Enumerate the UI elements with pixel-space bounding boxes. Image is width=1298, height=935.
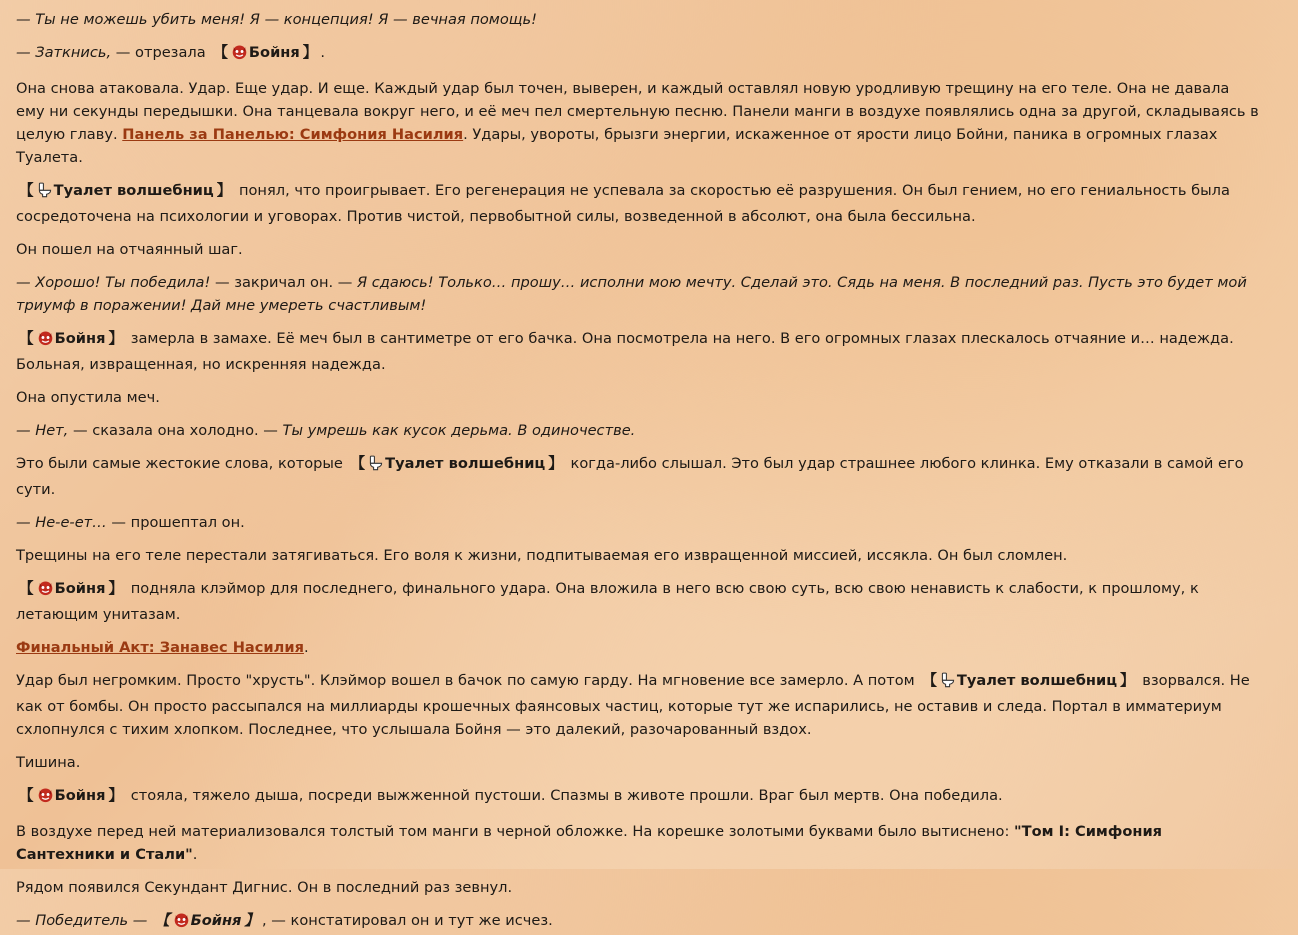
narration-text: когда-либо слышал. Это был удар страшнее любого клинка. Ему отказали в самой его сути. [16, 455, 1244, 498]
demon-face-icon [37, 579, 54, 603]
paragraph-4 [16, 179, 1262, 228]
narration-text: Это были самые жестокие слова, которые [16, 455, 348, 472]
character-name: Бойня [54, 330, 106, 347]
paragraph-16 [16, 751, 1262, 774]
dialogue-text: — Нет, [16, 422, 69, 439]
narration-text: . Удары, увороты, брызги энергии, искаженное от ярости лицо Бойни, паника в огромных глазах Туалета. [16, 126, 1218, 166]
dialogue-text: — Заткнись, [16, 44, 112, 61]
narration-text: взорвался. Не как от бомбы. Он просто рассыпался на миллиарды крошечных фаянсовых частиц, которые тут же испарились, не оставив и следа. Портал в имматериум схлопнулся с тихим хлопком. Последнее, что услышала Бойня — это далекий, разочарованный вздох. [16, 672, 1250, 738]
character-name: Бойня [54, 787, 106, 804]
toilet-icon [37, 181, 53, 205]
paragraph-11 [16, 511, 1262, 534]
demon-face-icon [37, 786, 54, 810]
toilet-icon [940, 671, 956, 695]
paragraph-6 [16, 271, 1262, 317]
character-name: Туалет волшебниц [53, 182, 214, 199]
narration-text: Тишина. [16, 754, 81, 771]
chapter-link-final-act[interactable]: Финальный Акт: Занавес Насилия [16, 639, 304, 656]
paragraph-7 [16, 327, 1262, 376]
character-name: Туалет волшебниц [956, 672, 1118, 689]
paragraph-10 [16, 452, 1262, 501]
paragraph-13 [16, 577, 1262, 626]
paragraph-2: — Заткнись, — отрезала 【 Бойня 】 . [16, 41, 1262, 67]
demon-face-icon [37, 329, 54, 353]
narration-text: В воздухе перед ней материализовался толстый том манги в черной обложке. На корешке золотыми буквами было вытиснено: [16, 823, 1015, 840]
narration-text: Он пошел на отчаянный шаг. [16, 241, 243, 258]
narration-text: замерла в замахе. Её меч был в сантиметре от его бачка. Она посмотрела на него. В его огромных глазах плескалось отчаяние и… надежда. Больная, извращенная, но искренняя надежда. [16, 330, 1234, 373]
narration-text: Удар был негромким. Просто "хрусть". Клэймор вошел в бачок по самую гарду. На мгновение все замерло. А потом [16, 672, 920, 689]
character-name: Бойня [54, 580, 106, 597]
narration-text: — закричал он. — [210, 274, 357, 291]
paragraph-20 [16, 909, 1262, 935]
paragraph-1 [16, 8, 1262, 31]
character-tag-boynya: 【 Бойня 】 [152, 912, 262, 929]
narration-text: , — констатировал он и тут же исчез. [262, 912, 553, 929]
narration-text: Рядом появился Секундант Дигнис. Он в последний раз зевнул. [16, 879, 513, 896]
paragraph-19 [16, 876, 1262, 899]
narration-text: понял, что проигрывает. Его регенерация не успевала за скоростью её разрушения. Он был гением, но его гениальность была сосредоточена на психологии и уговорах. Против чистой, первобытной силы, возведенной в абсолют, она была бессильна. [16, 182, 1230, 225]
narration-text: — отрезала [111, 44, 211, 61]
paragraph-5 [16, 238, 1262, 261]
dialogue-text: — Хорошо! Ты победила! [16, 274, 211, 291]
dialogue-text: — Ты не можешь убить меня! Я — концепция! Я — вечная помощь! [16, 11, 537, 28]
paragraph-8 [16, 386, 1262, 409]
toilet-icon [368, 454, 384, 478]
dialogue-text: — Победитель — [16, 912, 152, 929]
narration-text: Она снова атаковала. Удар. Еще удар. И еще. Каждый удар был точен, выверен, и каждый оставлял новую уродливую трещину на его теле. Она не давала ему ни секунды передышки. Она танцевала вокруг него, и её меч пел смертельную песню. Панели манги в воздухе появлялись одна за другой, складываясь в целую главу. [16, 80, 1259, 143]
manga-title: "Том I: Симфония Сантехники и Стали" [16, 823, 1163, 863]
paragraph-12 [16, 544, 1262, 567]
character-tag-boynya: 【 Бойня 】 [16, 580, 126, 597]
character-name: Бойня [190, 912, 242, 929]
narration-text: — сказала она холодно. — [68, 422, 283, 439]
chapter-link-panel-symphony[interactable]: Панель за Панелью: Симфония Насилия [122, 126, 464, 143]
character-tag-toilet: 【 Туалет волшебниц 】 [16, 182, 234, 199]
dialogue-text: Я сдаюсь! Только… прошу… исполни мою мечту. Сделай это. Сядь на меня. В последний раз. Пусть это будет мой триумф в поражении! Дай мне умереть счастливым! [16, 274, 1247, 314]
paragraph-14: Финальный Акт: Занавес Насилия. [16, 639, 309, 656]
character-tag-toilet: 【 Туалет волшебниц 】 [919, 672, 1137, 689]
paragraph-3 [16, 77, 1262, 169]
character-name: Бойня [248, 44, 300, 61]
narration-text: Она опустила меч. [16, 389, 160, 406]
narration-text: стояла, тяжело дыша, посреди выжженной пустоши. Спазмы в животе прошли. Враг был мертв. Она победила. [126, 787, 1003, 804]
paragraph-9 [16, 419, 1262, 442]
paragraph-15 [16, 669, 1262, 741]
narration-text: — прошептал он. [106, 514, 245, 531]
dialogue-text: Ты умрешь как кусок дерьма. В одиночестве. [282, 422, 636, 439]
narration-text: Трещины на его теле перестали затягиваться. Его воля к жизни, подпитываемая его извращенной миссией, иссякла. Он был сломлен. [16, 547, 1068, 564]
narration-text: подняла клэймор для последнего, финального удара. Она вложила в него всю свою суть, всю свою ненависть к слабости, к прошлому, к летающим унитазам. [16, 580, 1199, 623]
demon-face-icon [173, 911, 190, 935]
dialogue-text: — Не-е-ет… [16, 514, 107, 531]
character-name: Туалет волшебниц [385, 455, 546, 472]
character-tag-toilet: 【 Туалет волшебниц 】 [348, 455, 566, 472]
character-tag-boynya: 【 Бойня 】 [16, 787, 126, 804]
paragraph-18: В воздухе перед ней материализовался толстый том манги в черной обложке. На корешке золотыми буквами было вытиснено: "Том I: Симфония Сантехники и Стали". [16, 823, 1163, 863]
paragraph-17 [16, 784, 1262, 810]
character-tag-boynya: 【 Бойня 】 [210, 44, 320, 61]
character-tag-boynya: 【 Бойня 】 [16, 330, 126, 347]
demon-face-icon [231, 43, 248, 67]
